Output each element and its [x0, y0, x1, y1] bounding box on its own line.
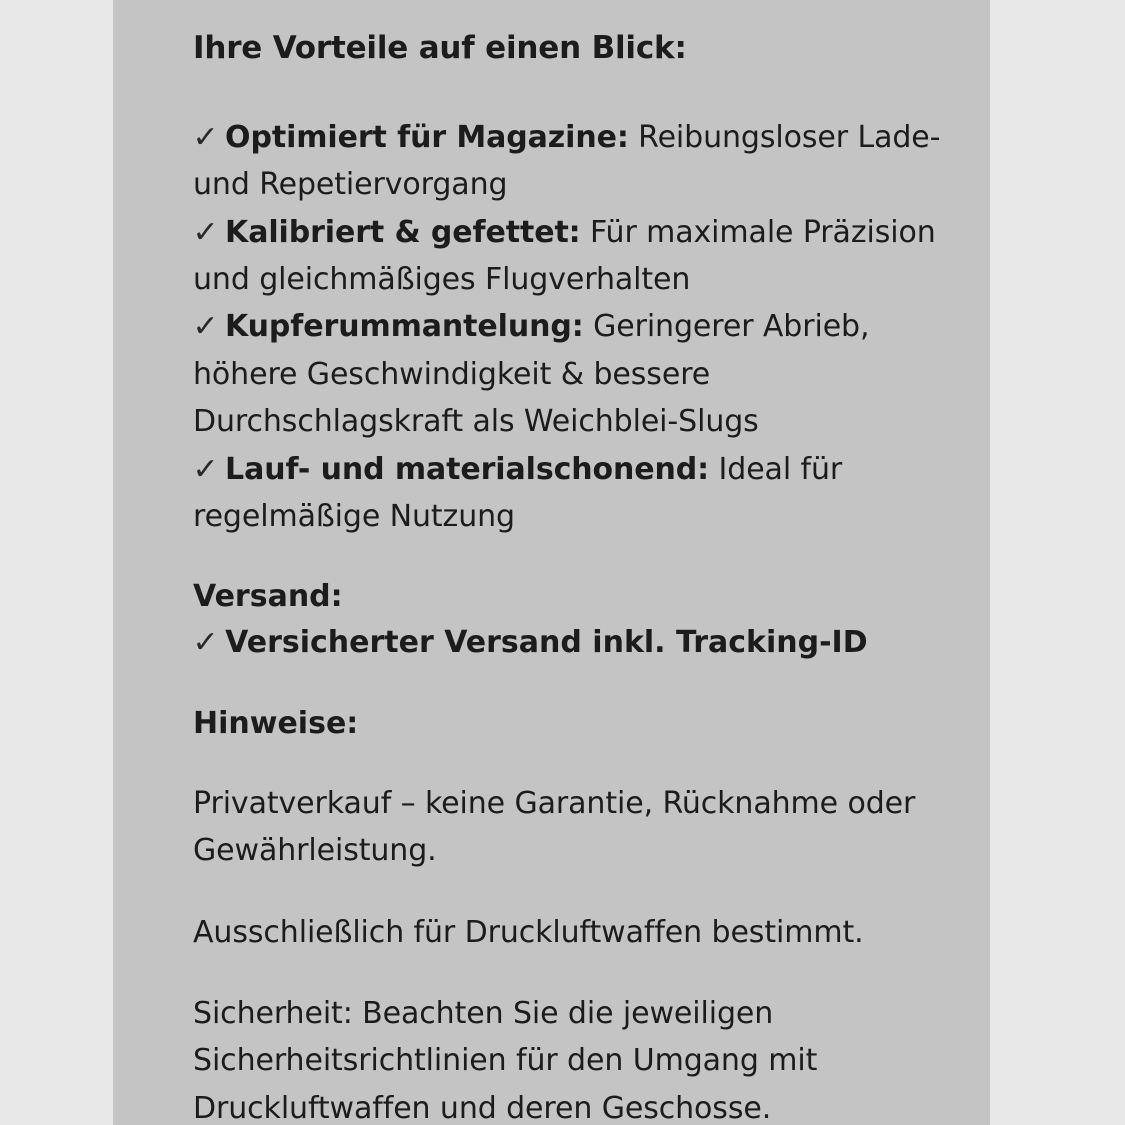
benefit-text: Ideal für regelmäßige Nutzung	[193, 451, 843, 534]
shipping-item	[193, 619, 942, 666]
spacer	[193, 746, 942, 780]
benefit-lead: Kalibriert & gefettet:	[225, 214, 581, 250]
check-mark-icon: ✓	[192, 451, 219, 487]
benefit-lead: Optimiert für Magazine:	[225, 119, 629, 155]
benefit-text: Reibungsloser Lade- und Repetiervorgang	[193, 119, 941, 203]
shipping-section	[193, 574, 942, 666]
notes-paragraph: Sicherheit: Beachten Sie die jeweiligen Sicherheitsrichtlinien für den Umgang mit Druckluftwaffen und deren Geschosse.	[193, 995, 818, 1125]
benefit-text: Geringerer Abrieb, höhere Geschwindigkeit & bessere Durchschlagskraft als Weichblei-Slugs	[193, 309, 870, 440]
benefit-lead: Lauf- und materialschonend:	[225, 451, 710, 487]
shipping-item-label: Versicherter Versand inkl. Tracking-ID	[225, 625, 868, 661]
spacer	[193, 540, 942, 574]
check-mark-icon: ✓	[192, 625, 219, 661]
notes-section	[193, 701, 942, 1125]
check-mark-icon: ✓	[192, 119, 219, 155]
benefits-list	[193, 114, 942, 541]
list-item	[193, 303, 942, 445]
listing-description-card	[113, 0, 990, 1125]
notes-title: Hinweise:	[193, 705, 359, 741]
spacer	[193, 70, 942, 114]
notes-paragraph: Ausschließlich für Druckluftwaffen bestimmt.	[193, 914, 864, 950]
shipping-title: Versand:	[193, 579, 343, 615]
spacer	[193, 875, 942, 909]
list-item	[193, 114, 942, 209]
benefit-text: Für maximale Präzision und gleichmäßiges Flugverhalten	[193, 214, 936, 298]
benefit-lead: Kupferummantelung:	[225, 309, 584, 345]
spacer	[193, 956, 942, 990]
spacer	[193, 667, 942, 701]
check-mark-icon: ✓	[192, 309, 219, 345]
notes-paragraph: Privatverkauf – keine Garantie, Rücknahme oder Gewährleistung.	[193, 785, 916, 869]
list-item	[193, 446, 942, 541]
list-item	[193, 209, 942, 304]
page-title: Ihre Vorteile auf einen Blick:	[193, 30, 687, 66]
check-mark-icon: ✓	[192, 214, 219, 250]
